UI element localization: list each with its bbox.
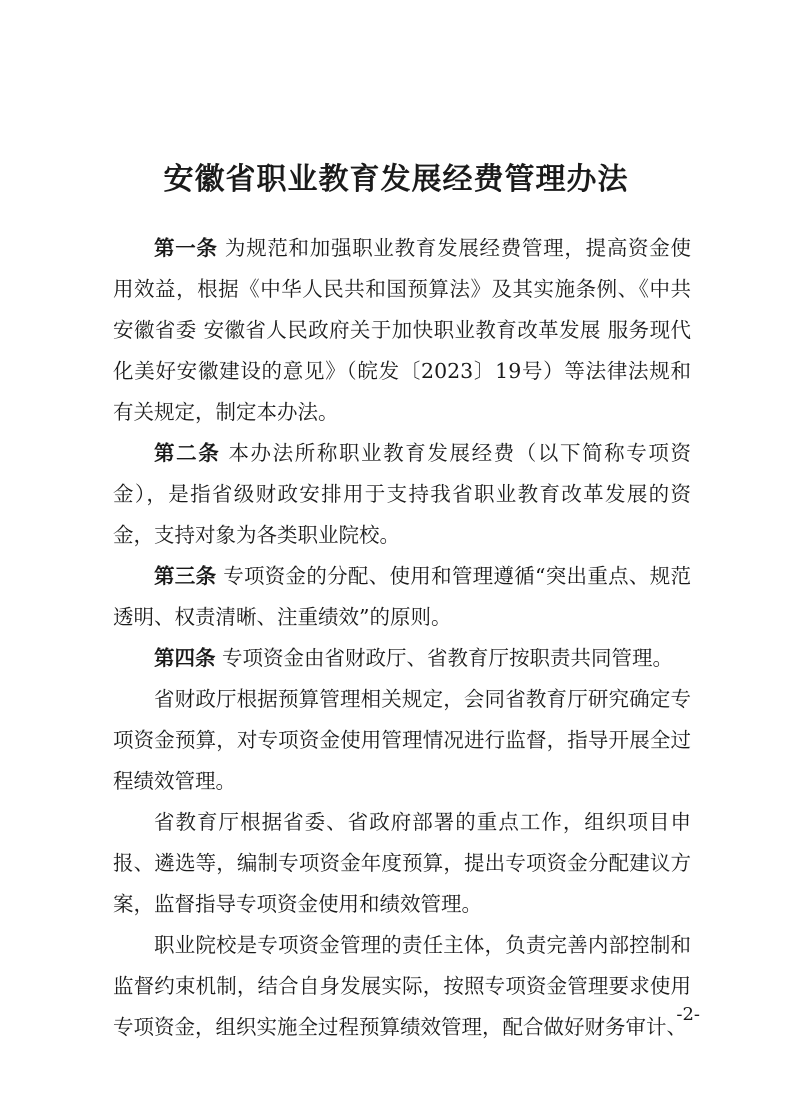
article-text: 专项资金的分配、使用和管理遵循“突出重点、规范透明、权责清晰、注重绩效”的原则。 [113,564,691,629]
education-department-paragraph [113,802,691,925]
article-label: 第三条 [154,564,217,588]
article-text: 本办法所称职业教育发展经费（以下简称专项资金），是指省级财政安排用于支持我省职业教育改革发展的资金，支持对象为各类职业院校。 [113,441,691,547]
vocational-schools-paragraph [113,925,691,1048]
article-3-paragraph [113,556,691,638]
article-text: 为规范和加强职业教育发展经费管理，提高资金使用效益，根据《中华人民共和国预算法》及其实施条例、《中共安徽省委 安徽省人民政府关于加快职业教育改革发展 服务现代化美好安徽建设的意见》（皖发〔2023〕19号）等法律法规和有关规定，制定本办法。 [113,236,691,424]
article-4-paragraph [113,638,691,679]
article-2-paragraph [113,433,691,556]
document-body [113,228,691,1048]
article-label: 第一条 [154,236,218,260]
article-1-paragraph [113,228,691,433]
finance-department-paragraph [113,679,691,802]
article-label: 第二条 [154,441,221,465]
paragraph-text: 省教育厅根据省委、省政府部署的重点工作，组织项目申报、遴选等，编制专项资金年度预算，提出专项资金分配建议方案，监督指导专项资金使用和绩效管理。 [113,810,691,916]
paragraph-text: 省财政厅根据预算管理相关规定，会同省教育厅研究确定专项资金预算，对专项资金使用管理情况进行监督，指导开展全过程绩效管理。 [113,687,691,793]
document-title: 安徽省职业教育发展经费管理办法 [163,162,629,197]
page-number: -2- [676,1004,700,1025]
paragraph-text: 职业院校是专项资金管理的责任主体，负责完善内部控制和监督约束机制，结合自身发展实际，按照专项资金管理要求使用专项资金，组织实施全过程预算绩效管理，配合做好财务审计、 [113,933,691,1039]
article-text: 专项资金由省财政厅、省教育厅按职责共同管理。 [222,646,674,670]
article-label: 第四条 [154,646,216,670]
